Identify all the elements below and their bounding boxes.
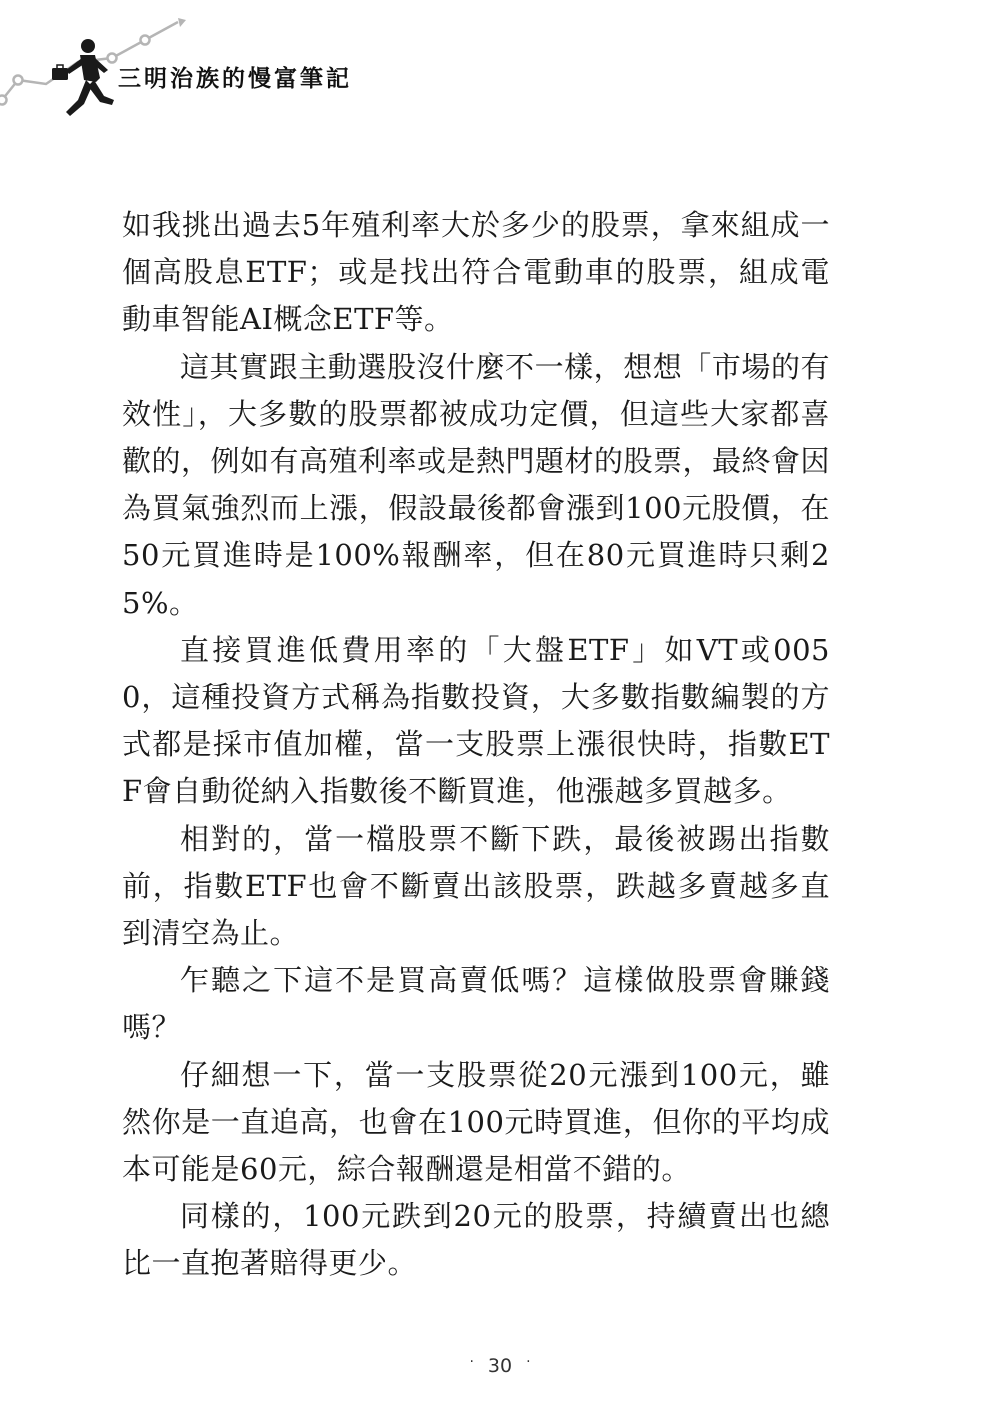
page-header	[0, 0, 420, 130]
paragraph: 乍聽之下這不是買高賣低嗎？這樣做股票會賺錢嗎？	[122, 963, 830, 1045]
paragraph: 仔細想一下，當一支股票從20元漲到100元，雖然你是一直追高，也會在100元時買進，但你的平均成本可能是60元，綜合報酬還是相當不錯的。	[122, 1057, 830, 1187]
book-title: 三明治族的慢富筆記	[118, 66, 352, 92]
paragraph: 同樣的，100元跌到20元的股票，持續賣出也總比一直抱著賠得更少。	[122, 1199, 830, 1281]
paragraph: 如我挑出過去5年殖利率大於多少的股票，拿來組成一個高股息ETF；或是找出符合電動車的股票，組成電動車智能AI概念ETF等。	[122, 208, 830, 337]
dot-decoration: ·	[526, 1354, 531, 1370]
dot-decoration: ·	[469, 1354, 474, 1370]
page-number: 30	[487, 1355, 513, 1377]
page-number-footer	[0, 1354, 1000, 1377]
article-body	[122, 202, 830, 1288]
paragraph: 相對的，當一檔股票不斷下跌，最後被踢出指數前，指數ETF也會不斷賣出該股票，跌越多賣越多直到清空為止。	[122, 821, 830, 951]
paragraph: 直接買進低費用率的「大盤ETF」如VT或0050，這種投資方式稱為指數投資，大多數指數編製的方式都是採市值加權，當一支股票上漲很快時，指數ETF會自動從納入指數後不斷買進，他漲越多買越多。	[122, 632, 830, 809]
paragraph: 這其實跟主動選股沒什麼不一樣，想想「市場的有效性」，大多數的股票都被成功定價，但這些大家都喜歡的，例如有高殖利率或是熱門題材的股票，最終會因為買氣強烈而上漲，假設最後都會漲到100元股價，在50元買進時是100%報酬率，但在80元買進時只剩25%。	[122, 349, 831, 620]
